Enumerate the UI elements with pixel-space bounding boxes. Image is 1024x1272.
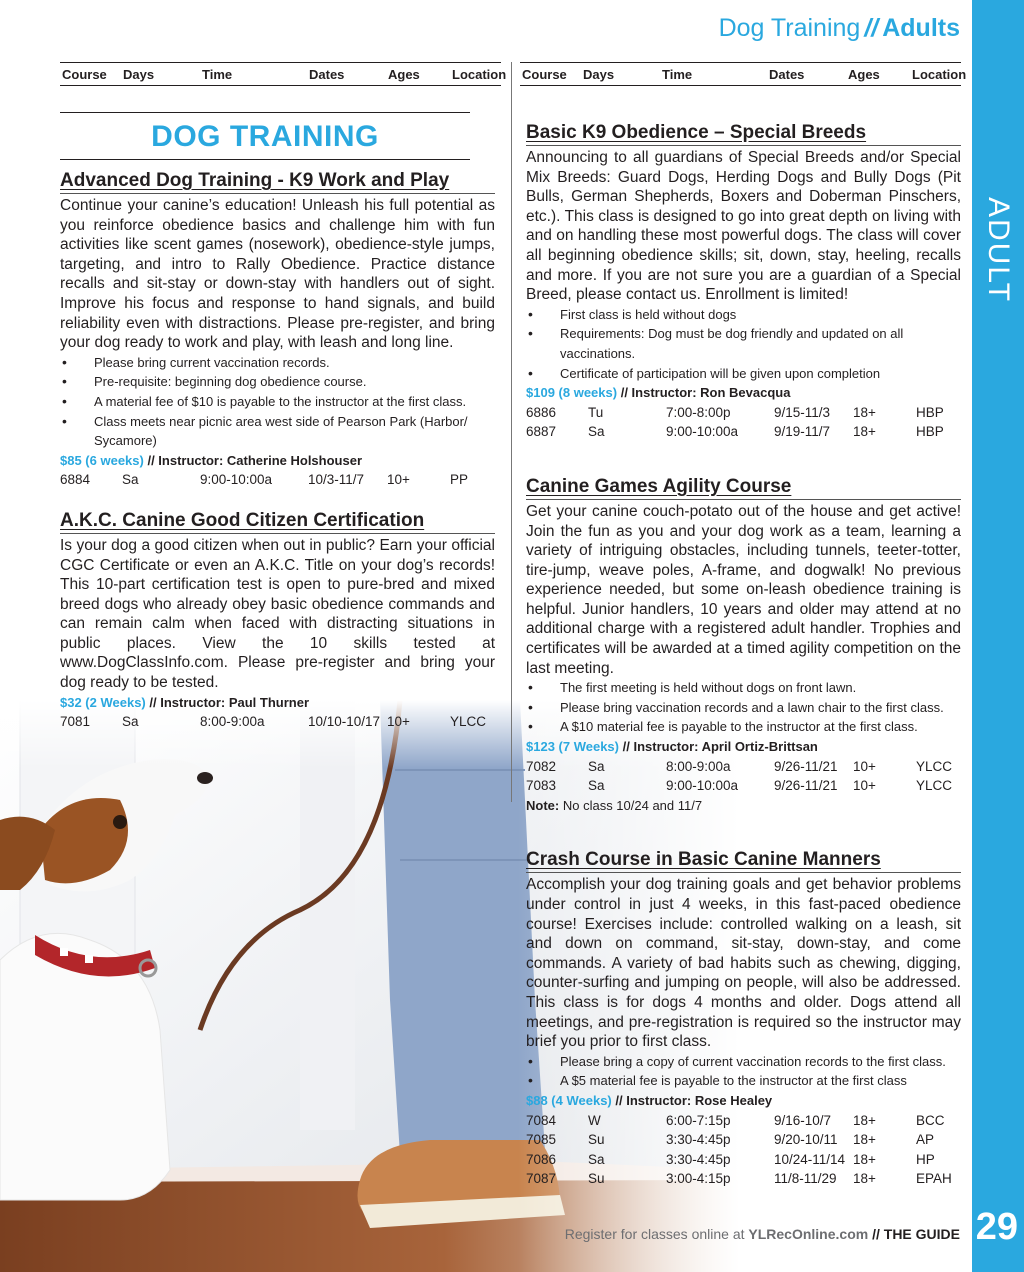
course-block (526, 122, 961, 442)
note-label: Note: (526, 797, 560, 813)
course-note: • Please bring vaccination records and a lawn chair to the first class. (526, 698, 961, 718)
page-number: 29 (975, 1206, 1018, 1248)
course-notes (526, 678, 961, 737)
course-instructor: // Instructor: April Ortiz-Brittsan (622, 739, 818, 755)
course-title: Canine Games Agility Course (526, 476, 961, 500)
col-course: Course (522, 67, 567, 82)
col-days: Days (583, 67, 615, 82)
course-title: Advanced Dog Training - K9 Work and Play (60, 170, 495, 194)
course-description: Announcing to all guardians of Special Breeds and/or Special Mix Breeds: Guard Dogs, Herding Dogs and Bully Dogs (Pit Bulls, German Shepherds, Boxers and Doberman Pinschers, etc.). This class is designed to go into great depth on living with and on handling these most powerful dogs. The class will cover all beginning obedience skills; sit, down, stay, heeling, recalls and more. If you are not sure you are a guardian of a Special Breed, please contact us. Enrollment is limited! (526, 149, 961, 304)
col-location: Location (452, 67, 507, 82)
col-dates: Dates (769, 67, 805, 82)
course-price: $109 (8 weeks) (526, 385, 618, 401)
side-tab-label: ADULT (982, 196, 1015, 304)
header-separator: // (864, 14, 879, 42)
schedule-table (526, 403, 944, 442)
header-sub: Adults (882, 14, 960, 42)
course-note: • Requirements: Dog must be dog friendly and updated on all vaccinations. (526, 324, 961, 363)
column-divider (511, 62, 512, 802)
course-price: $32 (2 Weeks) (60, 694, 146, 710)
col-course: Course (62, 67, 107, 82)
column-header-left (60, 62, 507, 86)
col-time: Time (202, 67, 233, 82)
page-header-title (719, 14, 960, 43)
schedule-row: 7083 Sa 9:00-10:00a 9/26-11/21 10+ YLCC (526, 778, 953, 794)
schedule-row: 7087 Su 3:00-4:15p 11/8-11/29 18+ EPAH (526, 1171, 952, 1187)
course-fee (526, 383, 961, 403)
course-price: $88 (4 Weeks) (526, 1092, 612, 1108)
course-price: $85 (6 weeks) (60, 452, 144, 468)
course-title: Basic K9 Obedience – Special Breeds (526, 122, 961, 146)
course-notes (60, 353, 495, 451)
course-note: • Please bring current vaccination records. (60, 353, 495, 373)
right-column (526, 122, 961, 1189)
col-dates: Dates (309, 67, 345, 82)
course-block (60, 510, 495, 732)
course-block (526, 849, 961, 1189)
course-description: Is your dog a good citizen when out in public? Earn your official CGC Certificate or even an A.K.C. Title on your dog’s records! This 10-part certification test is open to pure-bred and mixed breed dogs who already obey basic obedience commands and can remain calm when faced with distracting situations in public places. View the 10 skills tested at www.DogClassInfo.com. Please pre-register and bring your dog ready to be tested. (60, 536, 495, 692)
column-header-right (520, 62, 967, 86)
col-location: Location (912, 67, 967, 82)
page-footer (565, 1226, 960, 1242)
course-note-line (526, 796, 961, 816)
col-time: Time (662, 67, 693, 82)
course-instructor: // Instructor: Rose Healey (615, 1092, 773, 1108)
course-title: Crash Course in Basic Canine Manners (526, 849, 961, 873)
main-heading: DOG TRAINING (60, 112, 470, 160)
schedule-table (60, 470, 468, 490)
course-fee (60, 451, 495, 471)
schedule-row: 6886 Tu 7:00-8:00p 9/15-11/3 18+ HBP (526, 404, 944, 420)
course-description: Continue your canine’s education! Unleash his full potential as you reinforce obedience basics and challenge him with fun activities like scent games (nosework), obedience-style jumps, targeting, and intro to Rally Obedience. Practice distance recalls and sit-stay or down-stay with handlers out of sight. Improve his focus and response to hand signals, and build reliability even with distractions. Please pre-register, and bring your dog ready to work and play, with leash and long line. (60, 197, 495, 352)
course-note: • Class meets near picnic area west side of Pearson Park (Harbor/ Sycamore) (60, 412, 495, 451)
schedule-row: 7081 Sa 8:00-9:00a 10/10-10/17 10+ YLCC (60, 714, 487, 730)
col-ages: Ages (848, 67, 880, 82)
schedule-row: 7084 W 6:00-7:15p 9/16-10/7 18+ BCC (526, 1112, 945, 1128)
course-note: • The first meeting is held without dogs on front lawn. (526, 678, 961, 698)
course-instructor: // Instructor: Paul Thurner (149, 694, 310, 710)
course-note: • Pre-requisite: beginning dog obedience course. (60, 372, 495, 392)
left-column (60, 170, 495, 732)
schedule-row: 6887 Sa 9:00-10:00a 9/19-11/7 18+ HBP (526, 424, 944, 440)
course-description: Get your canine couch-potato out of the house and get active! Join the fun as you and your dog work as a team, learning a variety of intriguing obstacles, including tunnels, teeter-totter, tire-jump, weave poles, A-frame, and dogwalk! No previous experience needed, but some on-leash obedience training is helpful. Junior handlers, 10 years and older may attend at no additional charge with a registered adult handler. Trophies and certificates will be awarded at a timed agility competition on the last meeting. (526, 502, 961, 677)
schedule-row: 6884 Sa 9:00-10:00a 10/3-11/7 10+ PP (60, 472, 469, 488)
schedule-row: 7085 Su 3:30-4:45p 9/20-10/11 18+ AP (526, 1132, 935, 1148)
course-instructor: // Instructor: Catherine Holshouser (147, 452, 363, 468)
course-instructor: // Instructor: Ron Bevacqua (620, 385, 791, 401)
schedule-table (526, 1111, 952, 1189)
col-days: Days (123, 67, 155, 82)
course-block (526, 476, 961, 816)
footer-text: Register for classes online at (564, 1226, 749, 1242)
schedule-table (526, 757, 952, 796)
course-fee (60, 693, 495, 713)
header-main: Dog Training (718, 14, 861, 42)
course-title: A.K.C. Canine Good Citizen Certification (60, 510, 495, 534)
course-note: • Please bring a copy of current vaccination records to the first class. (526, 1052, 961, 1072)
course-notes (526, 305, 961, 383)
course-price: $123 (7 Weeks) (526, 739, 619, 755)
footer-guide: // THE GUIDE (872, 1226, 960, 1242)
course-block (60, 170, 495, 490)
note-text: No class 10/24 and 11/7 (562, 797, 703, 813)
course-description: Accomplish your dog training goals and get behavior problems under control in just 4 weeks, in this fast-paced obedience course! Exercises include: controlled walking on a leash, sit and down on command, sit-stay, down-stay, and come commands. A variety of bad habits such as chewing, digging, counter-surfing and jumping on people, will also be addressed. This class is for dogs 4 months and older. Dogs attend all meetings, and pre-registration is required so the instructor may brief you prior to first class. (526, 876, 961, 1051)
footer-link[interactable]: YLRecOnline.com (748, 1226, 869, 1242)
schedule-row: 7082 Sa 8:00-9:00a 9/26-11/21 10+ YLCC (526, 758, 953, 774)
course-note: • A $10 material fee is payable to the instructor at the first class. (526, 717, 961, 737)
schedule-row: 7086 Sa 3:30-4:45p 10/24-11/14 18+ HP (526, 1151, 935, 1167)
schedule-table (60, 712, 486, 732)
course-fee (526, 1091, 961, 1111)
course-notes (526, 1052, 961, 1091)
col-ages: Ages (388, 67, 420, 82)
course-note: • Certificate of participation will be given upon completion (526, 364, 961, 384)
course-note: • A material fee of $10 is payable to the instructor at the first class. (60, 392, 495, 412)
course-note: • First class is held without dogs (526, 305, 961, 325)
course-note: • A $5 material fee is payable to the instructor at the first class (526, 1071, 961, 1091)
course-fee (526, 737, 961, 757)
